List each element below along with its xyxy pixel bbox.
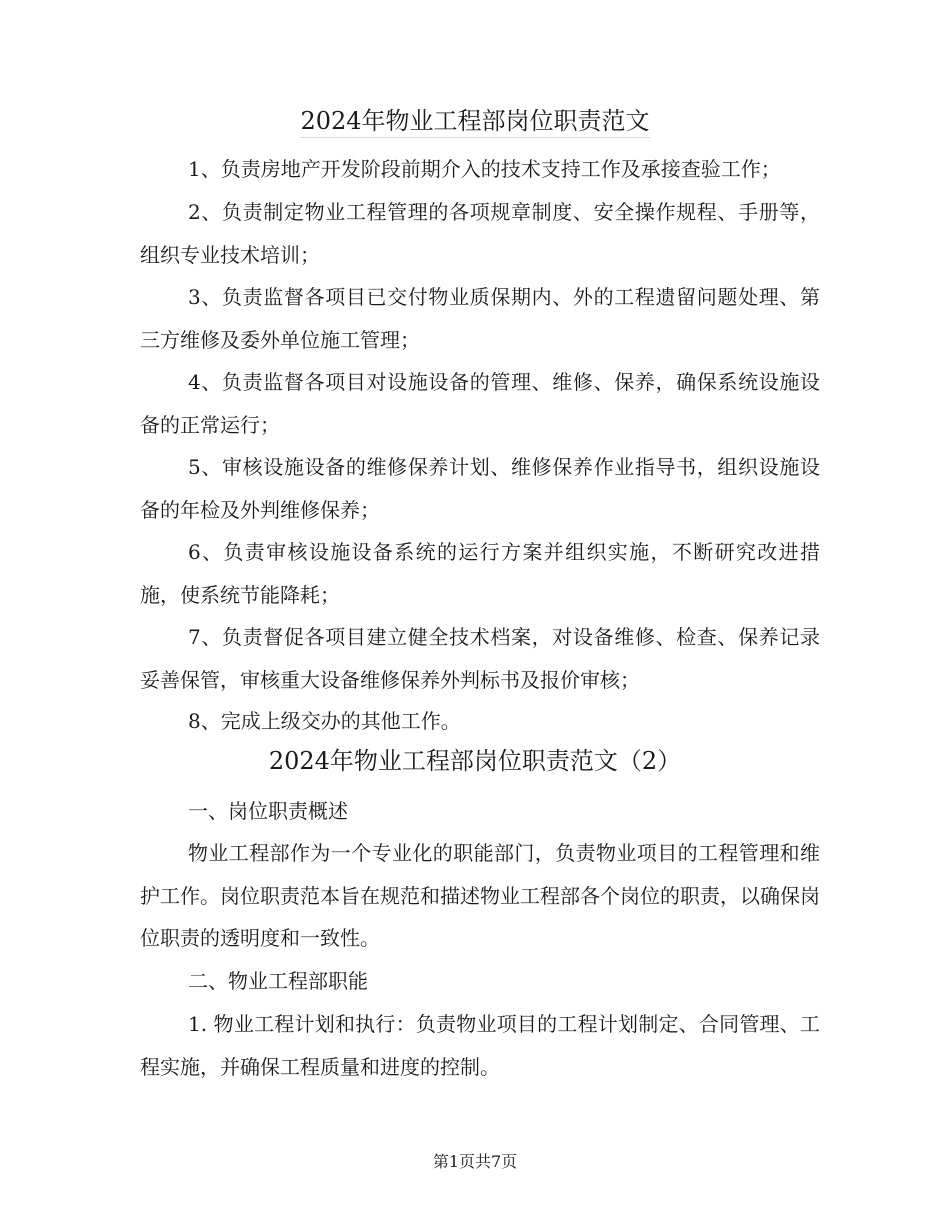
duty-item-3: 3、负责监督各项目已交付物业质保期内、外的工程遗留问题处理、第三方维修及委外单位施工管理； [140,285,820,352]
duty-item-2: 2、负责制定物业工程管理的各项规章制度、安全操作规程、手册等，组织专业技术培训； [140,200,820,267]
duty-item-7: 7、负责督促各项目建立健全技术档案，对设备维修、检查、保养记录妥善保管，审核重大设备维修保养外判标书及报价审核； [140,625,820,692]
duty-item-5: 5、审核设施设备的维修保养计划、维修保养作业指导书，组织设施设备的年检及外判维修保养； [140,455,820,522]
section1-paragraph: 物业工程部作为一个专业化的职能部门，负责物业项目的工程管理和维护工作。岗位职责范本旨在规范和描述物业工程部各个岗位的职责，以确保岗位职责的透明度和一致性。 [140,841,820,950]
duty-item-1: 1、负责房地产开发阶段前期介入的技术支持工作及承接查验工作； [188,157,781,181]
duty-item-4: 4、负责监督各项目对设施设备的管理、维修、保养，确保系统设施设备的正常运行； [140,370,820,437]
section1-heading: 一、岗位职责概述 [188,799,348,823]
section2-item-1: 1. 物业工程计划和执行：负责物业项目的工程计划制定、合同管理、工程实施，并确保工程质量和进度的控制。 [140,1012,820,1079]
document-title [0,101,950,141]
duty-item-6: 6、负责审核设施设备系统的运行方案并组织实施，不断研究改进措施，使系统节能降耗； [140,540,820,607]
section-title-2: 2024年物业工程部岗位职责范文（2） [268,747,682,775]
document-title-text: 2024年物业工程部岗位职责范文 [300,107,649,138]
duty-item-8: 8、完成上级交办的其他工作。 [188,709,461,733]
section2-heading: 二、物业工程部职能 [188,969,368,993]
page-number: 第1页共7页 [432,1152,518,1171]
